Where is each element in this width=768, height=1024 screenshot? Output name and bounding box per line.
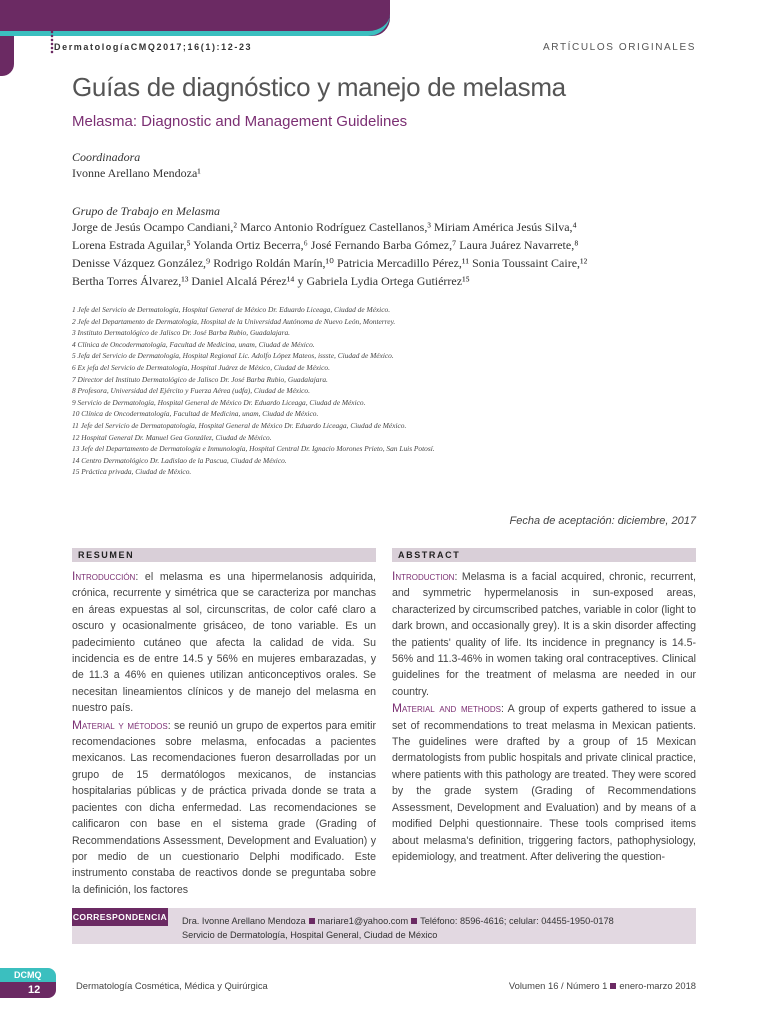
resumen-heading: RESUMEN	[72, 548, 376, 562]
footer-issue	[509, 980, 696, 991]
affiliation-item: 1 Jefe del Servicio de Dermatología, Hospital General de México Dr. Eduardo Liceaga, Ciudad de México.	[72, 305, 391, 314]
acceptance-date: Fecha de aceptación: diciembre, 2017	[509, 515, 696, 527]
abstract-intro	[392, 568, 696, 700]
footer-date: enero-marzo 2018	[619, 980, 696, 991]
badge-acronym: DCMQ	[0, 968, 56, 982]
affiliation-item: 5 Jefa del Servicio de Dermatología, Hospital Regional Lic. Adolfo López Mateos, issste, Ciudad de México.	[72, 351, 394, 361]
side-strip	[0, 36, 14, 76]
journal-reference: DermatologíaCMQ2017;16(1):12-23	[54, 42, 253, 52]
coordinator-name: Ivonne Arellano Mendoza¹	[72, 166, 201, 180]
keyword-introduccion: Introducción	[72, 569, 136, 583]
correspondence-email[interactable]: mariare1@yahoo.com	[317, 916, 409, 926]
correspondence-name: Dra. Ivonne Arellano Mendoza	[182, 916, 306, 926]
correspondence-phone: Teléfono: 8596-4616; celular: 04455-1950-0178	[420, 916, 614, 926]
keyword-material-methods: Material and methods	[392, 701, 501, 716]
affiliation-item: 3 Instituto Dermatológico de Jalisco Dr. José Barba Rubio, Guadalajara.	[72, 328, 291, 338]
affiliation-item: 15 Práctica privada, Ciudad de México.	[72, 467, 192, 477]
affiliation-item: 12 Hospital General Dr. Manuel Gea González, Ciudad de México.	[72, 432, 272, 442]
affiliation-item: 11 Jefe del Servicio de Dermatopatología, Hospital General de México Dr. Eduardo Liceaga, Ciudad de México.	[72, 420, 407, 430]
affiliations-list	[72, 304, 435, 478]
correspondence-address: Servicio de Dermatología, Hospital General, Ciudad de México	[182, 930, 438, 940]
author-line: Jorge de Jesús Ocampo Candiani,² Marco Antonio Rodríguez Castellanos,³ Miriam América Jesús Silva,⁴	[72, 220, 577, 234]
square-bullet-icon	[411, 918, 417, 924]
abstract-methods-text: : A group of experts gathered to issue a set of recommendations to treat melasma in Mexican patients. The guidelines were drafted by a group of 15 Mexican dermatologists from public hospitals and private clinical practice, where patients with this pathology are treated. They were scored by the grade system (Grading of Recommendations Assessment, Development and Evaluation) and by means of a modified Delphi questionnaire. These tools comprised items about melasma's definition, triggering factors, pathophysiology, epidemiology, and treatment. After delivering the question-	[392, 703, 696, 863]
top-banner-accent	[0, 0, 390, 36]
abstract-intro-text: : Melasma is a facial acquired, chronic, recurrent, and symmetric hypermelanosis in sun-exposed areas, characterized by circumscribed patches, variable in color (light to dark brown, and occasionally grey). It is a skin disorder affecting the patients' quality of life. Its incidence in pregnancy is 14.5-56% and 11.3-46% in women taking oral contraceptives. Clinical guidelines for the treatment of melasma are needed in our country.	[392, 571, 696, 698]
coordinator-label: Coordinadora	[72, 150, 141, 164]
resumen-methods	[72, 717, 376, 898]
resumen-column	[72, 568, 376, 898]
footer-journal-name: Dermatología Cosmética, Médica y Quirúrgica	[76, 980, 268, 991]
abstract-methods	[392, 700, 696, 865]
abstract-heading: ABSTRACT	[392, 548, 696, 562]
resumen-methods-text: : se reunió un grupo de expertos para emitir recomendaciones sobre melasma, enfocadas a pacientes mexicanos. Las recomendaciones fueron desarrolladas por un grupo de 15 dermatólogos mexicanos, de instancias hospitalarias públicas y de práctica privada donde se trata a pacientes con dicha enfermedad. Las recomendaciones se calificaron con base en el sistema grade (Grading of Recommendations Assessment, Development and Evaluation) y por medio de un cuestionario Delphi modificado. Este instrumento constaba de reactivos donde se preguntaba sobre la definición, los factores	[72, 719, 376, 896]
affiliation-item: 14 Centro Dermatológico Dr. Ladislao de la Pascua, Ciudad de México.	[72, 455, 287, 465]
affiliation-item: 13 Jefe del Departamento de Dermatología e Inmunología, Hospital Central Dr. Ignacio Morones Prieto, San Luis Potosí.	[72, 444, 435, 454]
square-bullet-icon	[309, 918, 315, 924]
article-title: Guías de diagnóstico y manejo de melasma	[72, 72, 566, 102]
correspondence-box	[72, 908, 696, 944]
journal-badge	[0, 968, 56, 998]
working-group-label: Grupo de Trabajo en Melasma	[72, 204, 220, 218]
resumen-intro-text: : el melasma es una hipermelanosis adquirida, crónica, recurrente y simétrica que se caracteriza por manchas en áreas expuestas al sol, circunscritas, de color café claro a oscuro y ocasionalmente grisáceo, de tono variable. Es un padecimiento cutáneo que afecta la calidad de vida. Su incidencia es de entre 14.5 y 56% en mujeres embarazadas, y de 11.3 a 46% en quienes utilizan anticonceptivos orales. Se necesitan lineamientos clínicos y de manejo del melasma en nuestro país.	[72, 571, 376, 715]
article-subtitle: Melasma: Diagnostic and Management Guidelines	[72, 113, 408, 130]
resumen-intro	[72, 568, 376, 717]
affiliation-item: 6 Ex jefa del Servicio de Dermatología, Hospital Juárez de México, Ciudad de México.	[72, 362, 330, 372]
keyword-introduction: Introduction	[392, 569, 455, 583]
author-line: Lorena Estrada Aguilar,⁵ Yolanda Ortiz Becerra,⁶ José Fernando Barba Gómez,⁷ Laura Juárez Navarrete,⁸	[72, 238, 579, 252]
affiliation-item: 8 Profesora, Universidad del Ejército y Fuerza Aérea (udfa), Ciudad de México.	[72, 386, 310, 396]
section-label: ARTÍCULOS ORIGINALES	[543, 42, 696, 53]
square-bullet-icon	[610, 983, 616, 989]
page-number: 12	[0, 982, 56, 998]
keyword-material-metodos: Material y métodos	[72, 717, 168, 732]
footer-volume: Volumen 16 / Número 1	[508, 980, 608, 991]
affiliation-item: 7 Director del Instituto Dermatológico de Jalisco Dr. José Barba Rubio, Guadalajara.	[72, 374, 328, 384]
affiliation-item: 10 Clínica de Oncodermatología, Facultad de Medicina, unam, Ciudad de México.	[72, 409, 319, 419]
affiliation-item: 2 Jefe del Departamento de Dermatología, Hospital de la Universidad Autónoma de Nuevo León, Monterrey.	[72, 316, 396, 326]
correspondence-text	[182, 914, 614, 942]
affiliation-item: 9 Servicio de Dermatología, Hospital General de México Dr. Eduardo Liceaga, Ciudad de México.	[72, 397, 366, 407]
author-line: Denisse Vázquez González,⁹ Rodrigo Roldán Marín,¹⁰ Patricia Mercadillo Pérez,¹¹ Sonia Toussaint Caire,¹²	[72, 256, 588, 270]
author-line: Bertha Torres Álvarez,¹³ Daniel Alcalá Pérez¹⁴ y Gabriela Lydia Ortega Gutiérrez¹⁵	[72, 274, 470, 288]
abstract-column	[392, 568, 696, 865]
affiliation-item: 4 Clínica de Oncodermatología, Facultad de Medicina, unam, Ciudad de México.	[72, 339, 315, 349]
correspondence-label: CORRESPONDENCIA	[72, 908, 168, 926]
